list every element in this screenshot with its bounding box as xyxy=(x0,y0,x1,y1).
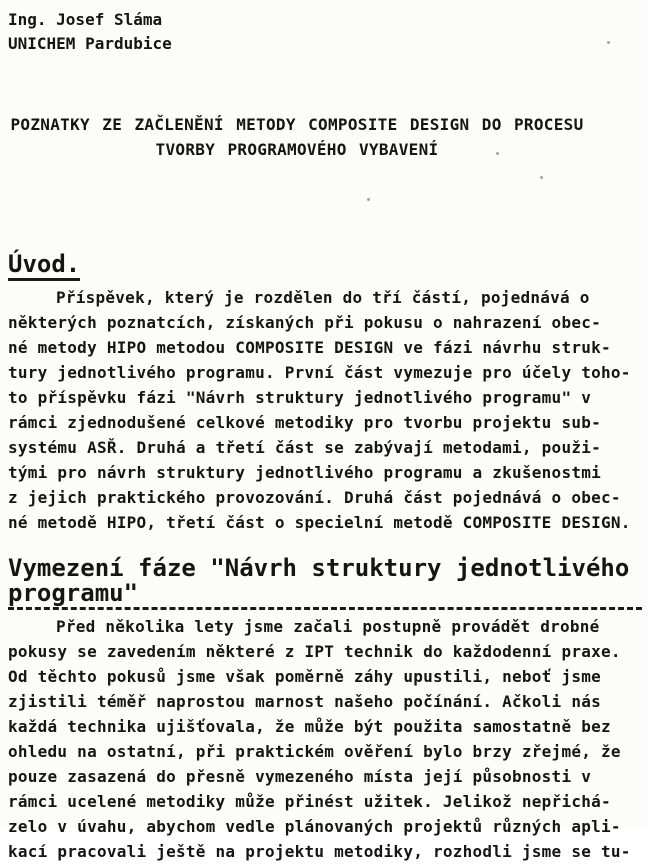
title-line-1: POZNATKY ZE ZAČLENĚNÍ METODY COMPOSITE DESIGN DO PROCESU xyxy=(10,115,584,134)
section-heading-uvod xyxy=(8,252,642,281)
text-line: to příspěvku fázi "Návrh struktury jednotlivého programu" v xyxy=(8,388,592,407)
title-line-2: TVORBY PROGRAMOVÉHO VYBAVENÍ xyxy=(155,140,439,159)
document-title xyxy=(8,112,586,162)
text-line: každá technika ujišťovala, že může být použita samostatně bez xyxy=(8,717,611,736)
text-line: né metodě HIPO, třetí část o specielní metodě COMPOSITE DESIGN. xyxy=(8,513,631,532)
text-line: Příspěvek, který je rozdělen do tří částí, pojednává o xyxy=(56,288,590,307)
text-line: některých poznatcích, získaných při pokusu o nahrazení obec- xyxy=(8,313,601,332)
scan-noise-speck xyxy=(496,152,499,155)
scan-noise-speck xyxy=(540,176,543,179)
heading-underlined-text: Vymezení fáze "Návrh struktury jednotlivého programu" xyxy=(8,556,642,610)
text-line: z jejich praktického provozování. Druhá část pojednává o obec- xyxy=(8,488,621,507)
scan-noise-speck xyxy=(367,198,370,201)
text-line: kací pracovali ještě na projektu metodiky, rozhodli jsme se tu- xyxy=(8,842,631,861)
text-line: systému ASŘ. Druhá a třetí část se zabývají metodami, použi- xyxy=(8,438,601,457)
author-block xyxy=(8,8,642,56)
heading-underlined-text: Úvod. xyxy=(8,252,80,281)
author-affiliation: UNICHEM Pardubice xyxy=(8,34,172,53)
section-vymezeni-faze xyxy=(8,556,642,864)
section-uvod xyxy=(8,252,642,535)
text-line: rámci zjednodušené celkové metodiky pro tvorbu projektu sub- xyxy=(8,413,601,432)
scan-noise-speck xyxy=(607,41,610,44)
text-line: tury jednotlivého programu. První část vymezuje pro účely toho- xyxy=(8,363,631,382)
text-line: ohledu na ostatní, při praktickém ověření bylo brzy zřejmé, že xyxy=(8,742,621,761)
text-line: pokusy se zavedením některé z IPT technik do každodenní praxe. xyxy=(8,642,621,661)
text-line: zelo v úvahu, abychom vedle plánovaných projektů různých apli- xyxy=(8,817,621,836)
text-line: Od těchto pokusů jsme však poměrně záhy upustili, neboť jsme xyxy=(8,667,601,686)
text-line: né metody HIPO metodou COMPOSITE DESIGN ve fázi návrhu struk- xyxy=(8,338,611,357)
text-line: rámci ucelené metodiky může přinést užitek. Jelikož nepřichá- xyxy=(8,792,611,811)
text-line: pouze zasazená do přesně vymezeného místa její působnosti v xyxy=(8,767,592,786)
text-line: zjistili téměř naprostou marnost našeho počínání. Ačkoli nás xyxy=(8,692,601,711)
author-name: Ing. Josef Sláma xyxy=(8,10,163,29)
text-line: tými pro návrh struktury jednotlivého programu a zkušenostmi xyxy=(8,463,601,482)
section-heading-vymezeni xyxy=(8,556,642,610)
text-line: Před několika lety jsme začali postupně provádět drobné xyxy=(56,617,600,636)
